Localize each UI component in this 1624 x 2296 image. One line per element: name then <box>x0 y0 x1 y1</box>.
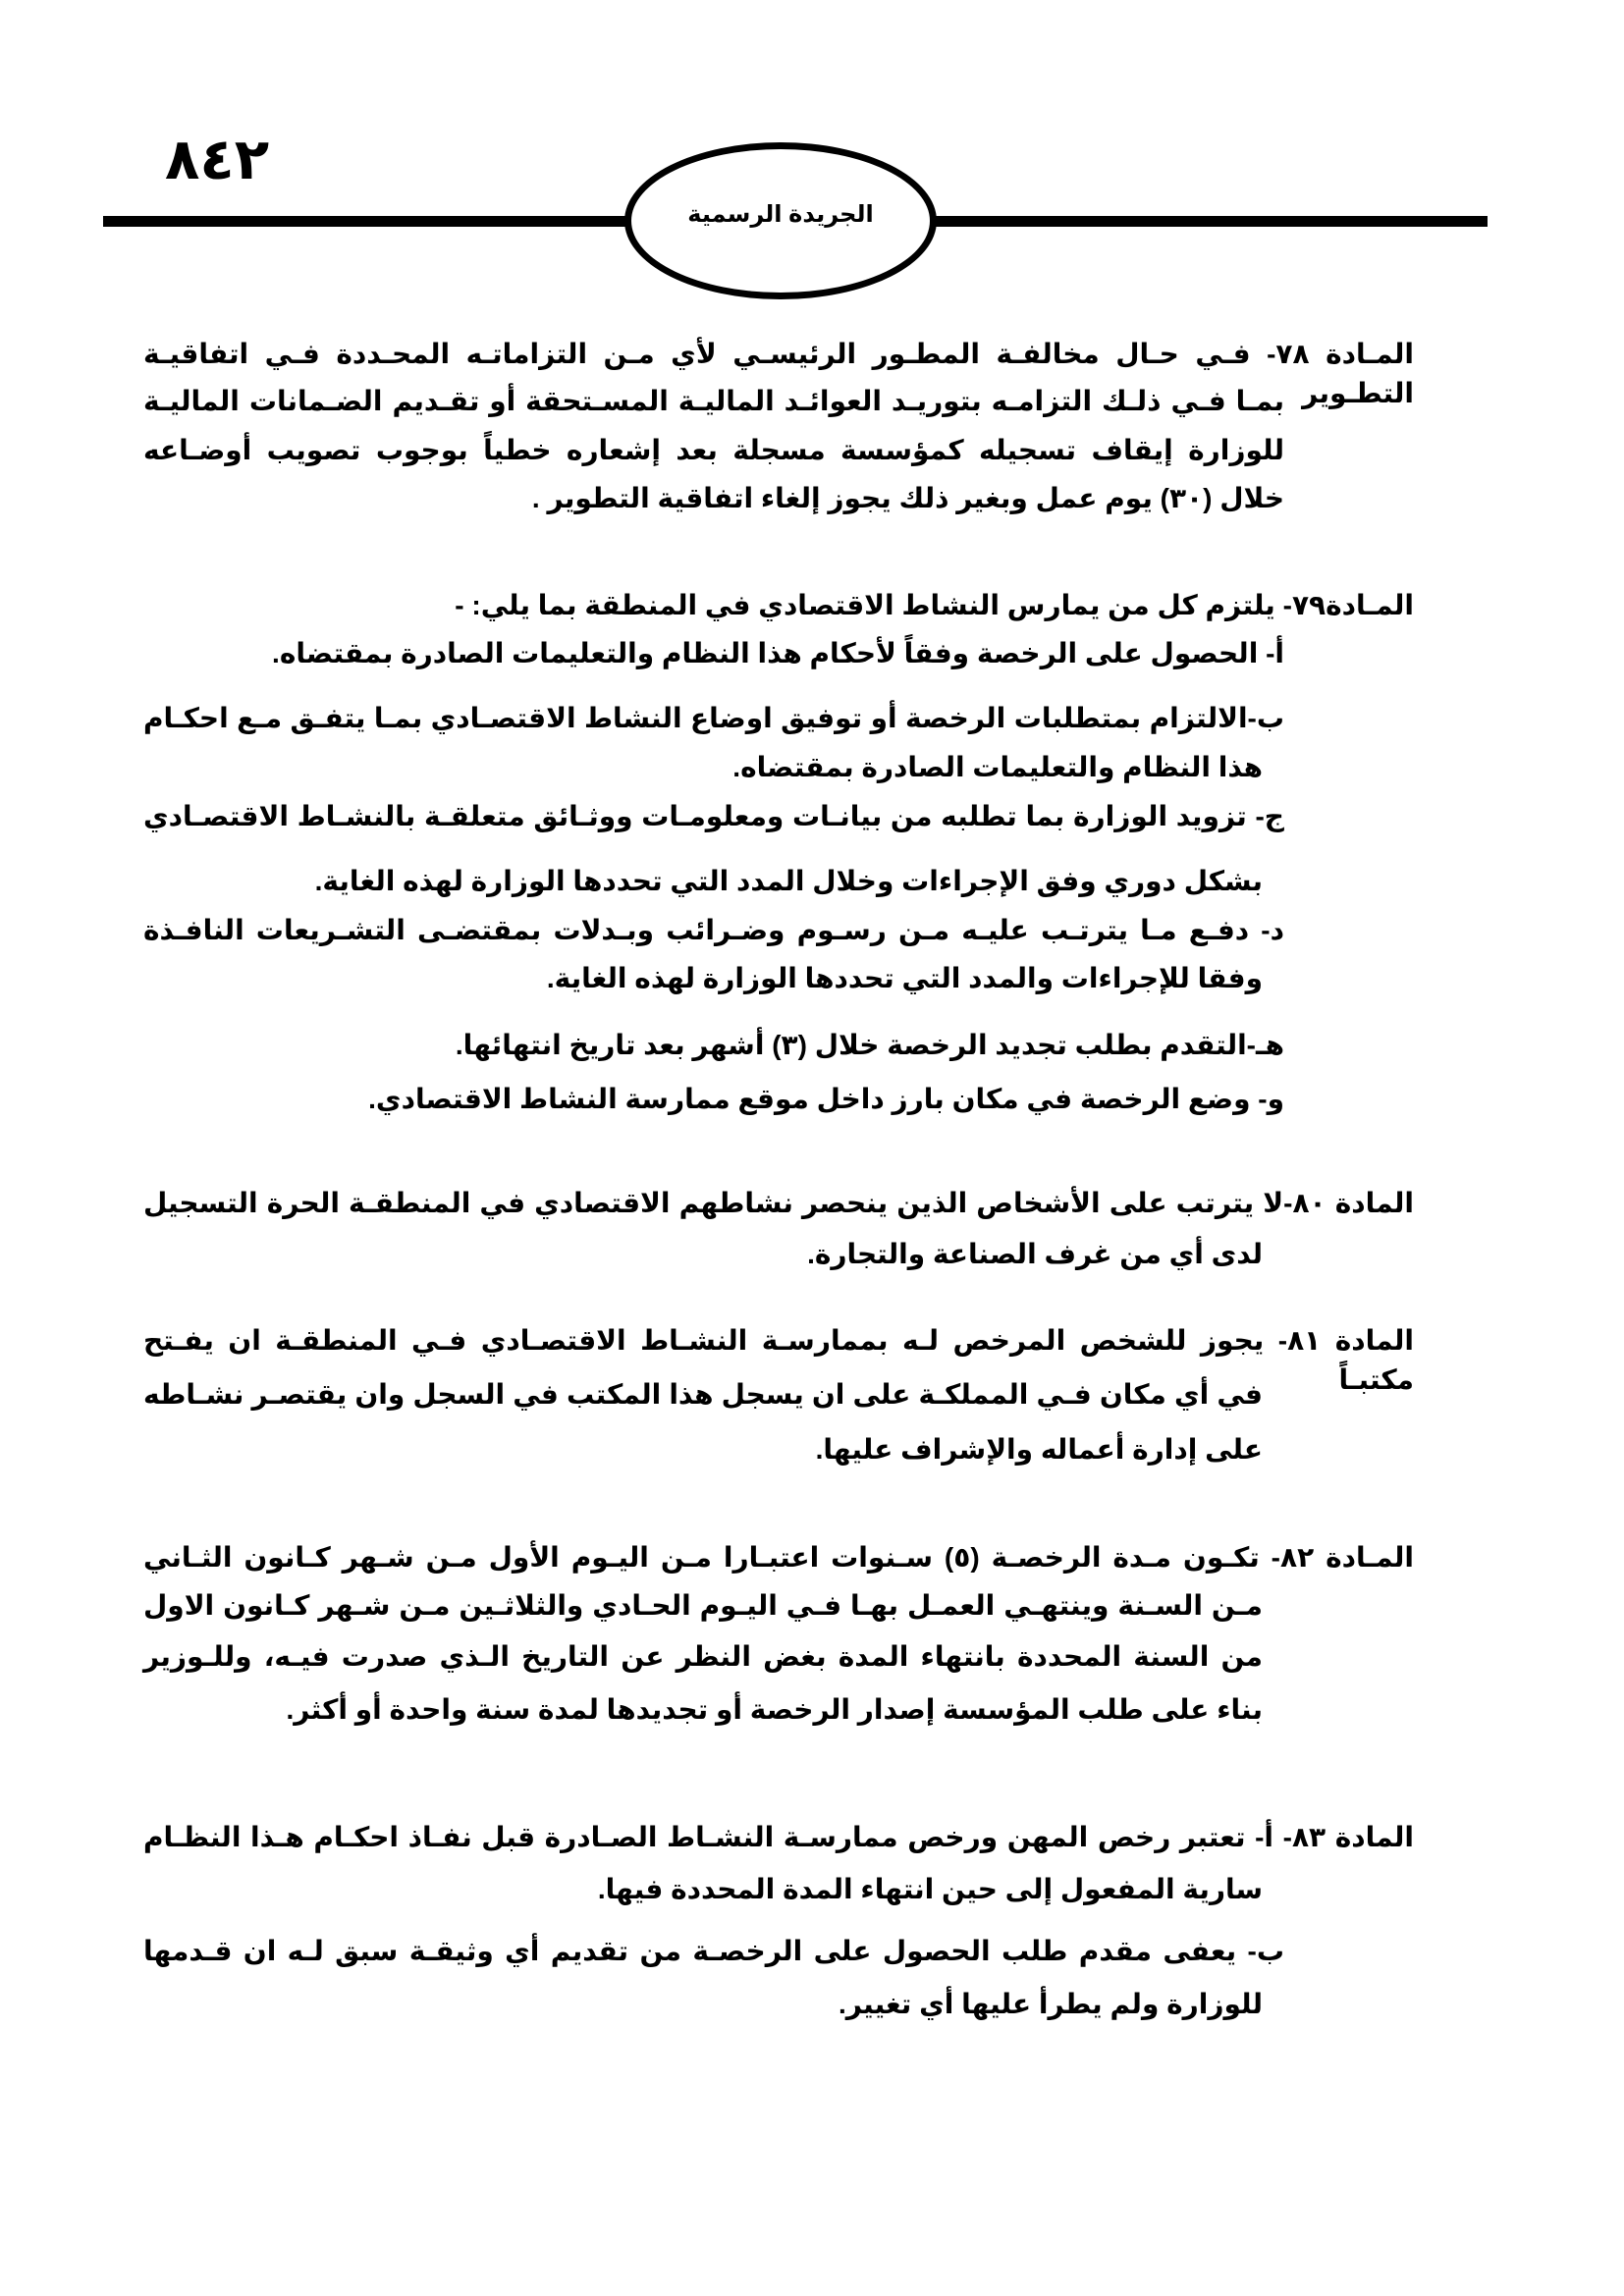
article-line: هـ-التقدم بطلب تجديد الرخصة خلال (٣) أشهر بعد تاريخ انتهائها. <box>455 1030 1284 1060</box>
article-line: سارية المفعول إلى حين انتهاء المدة المحددة فيها. <box>597 1874 1263 1904</box>
article-line: ب-الالتزام بمتطلبات الرخصة أو توفيق اوضاع النشاط الاقتصـادي بمـا يتفـق مـع احكـام <box>143 703 1284 733</box>
article-line: بناء على طلب المؤسسة إصدار الرخصة أو تجديدها لمدة سنة واحدة أو أكثر. <box>286 1694 1263 1725</box>
article-line: هذا النظام والتعليمات الصادرة بمقتضاه. <box>732 752 1263 782</box>
article-line: في أي مكان فـي المملكـة على ان يسجل هذا المكتب في السجل وان يقتصـر نشـاطه <box>143 1379 1263 1410</box>
article-line: المادة ٨٠-لا يترتب على الأشخاص الذين ينحصر نشاطهم الاقتصادي في المنطقـة الحرة التسجيل <box>143 1188 1414 1218</box>
article-line: بمـا فـي ذلـك التزامـه بتوريـد العوائـد الماليـة المسـتحقة أو تقـديم الضـمانات الماليـة <box>143 386 1284 416</box>
article-line: وفقا للإجراءات والمدد التي تحددها الوزارة لهذه الغاية. <box>546 963 1263 993</box>
article-line: خلال (٣٠) يوم عمل وبغير ذلك يجوز إلغاء اتفاقية التطوير . <box>531 483 1284 513</box>
article-line: من السنة المحددة بانتهاء المدة بغض النظر عن التاريخ الـذي صدرت فيـه، وللـوزير <box>143 1641 1263 1672</box>
gazette-title: الجريدة الرسمية <box>687 200 874 228</box>
article-line: المـادة٧٩- يلتزم كل من يمارس النشاط الاقتصادي في المنطقة بما يلي: - <box>455 590 1414 620</box>
article-line: على إدارة أعماله والإشراف عليها. <box>815 1434 1263 1465</box>
article-line: المادة ٨١- يجوز للشخص المرخص لـه بممارسـة النشـاط الاقتصـادي فـي المنطقـة ان يفـتح مكتبـاً <box>143 1325 1415 1395</box>
article-line: ب- يعفى مقدم طلب الحصول على الرخصـة من تقديم أي وثيقـة سبق لـه ان قـدمها <box>143 1936 1284 1966</box>
article-line: بشكل دوري وفق الإجراءات وخلال المدد التي تحددها الوزارة لهذه الغاية. <box>314 866 1263 896</box>
article-line: د- دفـع مـا يترتـب عليـه مـن رسـوم وضـرائب وبـدلات بمقتضـى التشـريعات النافـذة <box>143 915 1284 945</box>
article-line: و- وضع الرخصة في مكان بارز داخل موقع ممارسة النشاط الاقتصادي. <box>368 1084 1284 1114</box>
article-line: ج- تزويد الوزارة بما تطلبه من بيانـات ومعلومـات ووثـائق متعلقـة بالنشـاط الاقتصـادي <box>143 801 1284 831</box>
article-line: أ- الحصول على الرخصة وفقاً لأحكام هذا النظام والتعليمات الصادرة بمقتضاه. <box>272 638 1284 668</box>
article-line: لدى أي من غرف الصناعة والتجارة. <box>807 1239 1263 1269</box>
article-line: للوزارة ولم يطرأ عليها أي تغيير. <box>838 1989 1263 2019</box>
article-line: مـن السـنة وينتهـي العمـل بهـا فـي اليـوم الحـادي والثلاثـين مـن شـهر كـانون الاول <box>143 1590 1263 1621</box>
article-line: للوزارة إيقاف تسجيله كمؤسسة مسجلة بعد إشعاره خطياً بوجوب تصويب أوضـاعه <box>143 435 1284 465</box>
gazette-title-oval <box>624 142 937 299</box>
article-line: المـادة ٧٨- فـي حـال مخالفـة المطـور الرئيسـي لأي مـن التزاماتـه المحـددة فـي اتفاقيـة التطـوير <box>143 339 1414 408</box>
article-line: المادة ٨٣- أ- تعتبر رخص المهن ورخص ممارسـة النشـاط الصـادرة قبل نفـاذ احكـام هـذا النظـام <box>143 1822 1415 1852</box>
page-number: ٨٤٢ <box>165 128 270 191</box>
article-line: المـادة ٨٢- تكـون مـدة الرخصـة (٥) سـنوات اعتبـارا مـن اليـوم الأول مـن شـهر كـانون الثـاني <box>143 1542 1414 1573</box>
